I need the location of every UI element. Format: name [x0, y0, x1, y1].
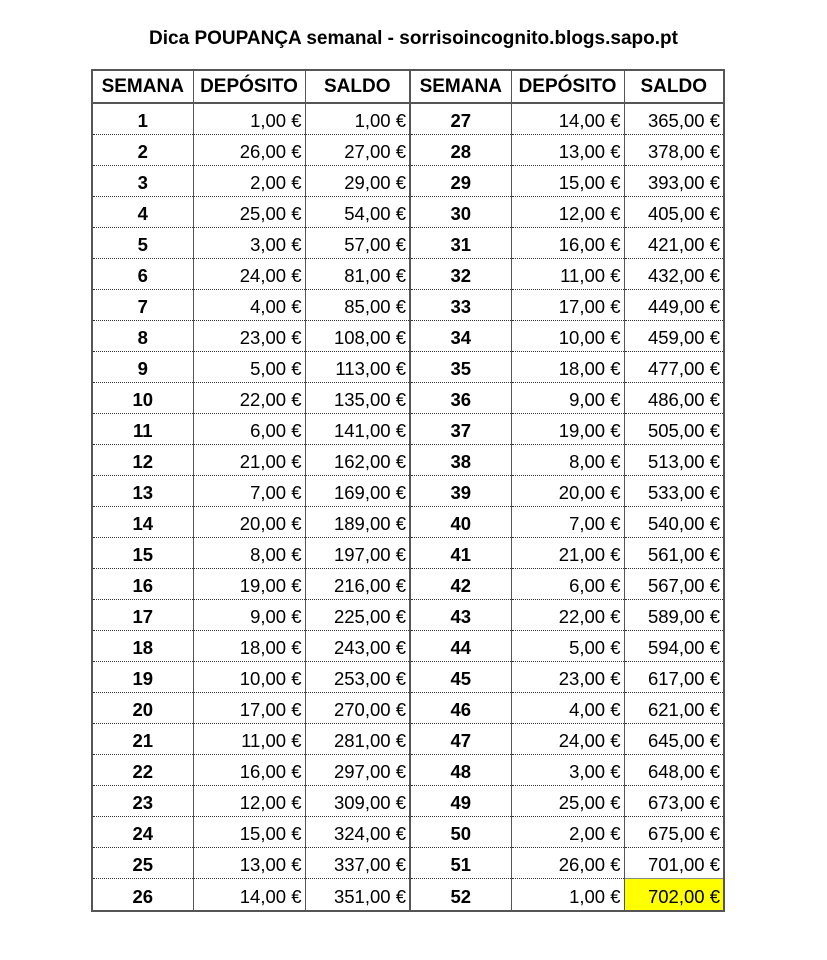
deposit-cell: 3,00 € [511, 755, 624, 786]
deposit-cell: 21,00 € [193, 445, 305, 476]
final-balance-cell: 702,00 € [624, 879, 724, 912]
table-row [92, 383, 724, 414]
table-row [92, 693, 724, 724]
balance-cell: 54,00 € [305, 197, 410, 228]
deposit-cell: 23,00 € [193, 321, 305, 352]
week-cell: 14 [92, 507, 193, 538]
deposit-cell: 19,00 € [193, 569, 305, 600]
balance-cell: 533,00 € [624, 476, 724, 507]
header-row [92, 70, 724, 103]
balance-cell: 645,00 € [624, 724, 724, 755]
deposit-cell: 19,00 € [511, 414, 624, 445]
week-cell: 51 [410, 848, 511, 879]
week-cell: 41 [410, 538, 511, 569]
week-cell: 1 [92, 103, 193, 135]
table-row [92, 445, 724, 476]
balance-cell: 243,00 € [305, 631, 410, 662]
header-deposito: DEPÓSITO [193, 70, 305, 103]
week-cell: 22 [92, 755, 193, 786]
week-cell: 43 [410, 600, 511, 631]
week-cell: 30 [410, 197, 511, 228]
balance-cell: 29,00 € [305, 166, 410, 197]
table-row [92, 507, 724, 538]
deposit-cell: 11,00 € [193, 724, 305, 755]
table-row [92, 848, 724, 879]
balance-cell: 621,00 € [624, 693, 724, 724]
table-row [92, 569, 724, 600]
week-cell: 11 [92, 414, 193, 445]
deposit-cell: 24,00 € [193, 259, 305, 290]
table-row [92, 476, 724, 507]
balance-cell: 337,00 € [305, 848, 410, 879]
table-row [92, 724, 724, 755]
balance-cell: 648,00 € [624, 755, 724, 786]
balance-cell: 1,00 € [305, 103, 410, 135]
balance-cell: 57,00 € [305, 228, 410, 259]
deposit-cell: 2,00 € [193, 166, 305, 197]
table-row [92, 600, 724, 631]
week-cell: 7 [92, 290, 193, 321]
balance-cell: 253,00 € [305, 662, 410, 693]
deposit-cell: 13,00 € [511, 135, 624, 166]
balance-cell: 351,00 € [305, 879, 410, 912]
balance-cell: 561,00 € [624, 538, 724, 569]
week-cell: 3 [92, 166, 193, 197]
week-cell: 5 [92, 228, 193, 259]
week-cell: 20 [92, 693, 193, 724]
week-cell: 34 [410, 321, 511, 352]
balance-cell: 281,00 € [305, 724, 410, 755]
table-row [92, 228, 724, 259]
deposit-cell: 18,00 € [511, 352, 624, 383]
balance-cell: 324,00 € [305, 817, 410, 848]
week-cell: 25 [92, 848, 193, 879]
deposit-cell: 16,00 € [193, 755, 305, 786]
balance-cell: 365,00 € [624, 103, 724, 135]
table-row [92, 755, 724, 786]
table-row [92, 414, 724, 445]
week-cell: 2 [92, 135, 193, 166]
week-cell: 36 [410, 383, 511, 414]
week-cell: 45 [410, 662, 511, 693]
table-row [92, 135, 724, 166]
deposit-cell: 8,00 € [193, 538, 305, 569]
balance-cell: 85,00 € [305, 290, 410, 321]
week-cell: 40 [410, 507, 511, 538]
table-row [92, 352, 724, 383]
week-cell: 37 [410, 414, 511, 445]
balance-cell: 189,00 € [305, 507, 410, 538]
balance-cell: 113,00 € [305, 352, 410, 383]
balance-cell: 27,00 € [305, 135, 410, 166]
balance-cell: 617,00 € [624, 662, 724, 693]
deposit-cell: 7,00 € [511, 507, 624, 538]
deposit-cell: 12,00 € [511, 197, 624, 228]
deposit-cell: 13,00 € [193, 848, 305, 879]
deposit-cell: 26,00 € [193, 135, 305, 166]
week-cell: 26 [92, 879, 193, 912]
week-cell: 19 [92, 662, 193, 693]
week-cell: 49 [410, 786, 511, 817]
table-row [92, 538, 724, 569]
deposit-cell: 18,00 € [193, 631, 305, 662]
balance-cell: 141,00 € [305, 414, 410, 445]
deposit-cell: 26,00 € [511, 848, 624, 879]
week-cell: 6 [92, 259, 193, 290]
balance-cell: 135,00 € [305, 383, 410, 414]
header-semana: SEMANA [92, 70, 193, 103]
balance-cell: 169,00 € [305, 476, 410, 507]
header-saldo: SALDO [305, 70, 410, 103]
week-cell: 21 [92, 724, 193, 755]
week-cell: 27 [410, 103, 511, 135]
table-row [92, 817, 724, 848]
week-cell: 42 [410, 569, 511, 600]
table-row [92, 103, 724, 135]
week-cell: 15 [92, 538, 193, 569]
balance-cell: 486,00 € [624, 383, 724, 414]
week-cell: 12 [92, 445, 193, 476]
deposit-cell: 9,00 € [511, 383, 624, 414]
balance-cell: 309,00 € [305, 786, 410, 817]
deposit-cell: 8,00 € [511, 445, 624, 476]
balance-cell: 459,00 € [624, 321, 724, 352]
page-title: Dica POUPANÇA semanal - sorrisoincognito.blogs.sapo.pt [149, 28, 678, 49]
balance-cell: 378,00 € [624, 135, 724, 166]
deposit-cell: 10,00 € [511, 321, 624, 352]
deposit-cell: 23,00 € [511, 662, 624, 693]
table-row [92, 197, 724, 228]
week-cell: 31 [410, 228, 511, 259]
week-cell: 18 [92, 631, 193, 662]
deposit-cell: 6,00 € [511, 569, 624, 600]
deposit-cell: 7,00 € [193, 476, 305, 507]
week-cell: 39 [410, 476, 511, 507]
savings-table [91, 69, 725, 912]
week-cell: 46 [410, 693, 511, 724]
week-cell: 50 [410, 817, 511, 848]
week-cell: 33 [410, 290, 511, 321]
deposit-cell: 4,00 € [193, 290, 305, 321]
balance-cell: 225,00 € [305, 600, 410, 631]
week-cell: 17 [92, 600, 193, 631]
deposit-cell: 6,00 € [193, 414, 305, 445]
balance-cell: 393,00 € [624, 166, 724, 197]
header-semana: SEMANA [410, 70, 511, 103]
deposit-cell: 11,00 € [511, 259, 624, 290]
deposit-cell: 22,00 € [511, 600, 624, 631]
deposit-cell: 24,00 € [511, 724, 624, 755]
week-cell: 48 [410, 755, 511, 786]
week-cell: 24 [92, 817, 193, 848]
deposit-cell: 4,00 € [511, 693, 624, 724]
week-cell: 32 [410, 259, 511, 290]
balance-cell: 505,00 € [624, 414, 724, 445]
deposit-cell: 1,00 € [511, 879, 624, 912]
balance-cell: 701,00 € [624, 848, 724, 879]
balance-cell: 405,00 € [624, 197, 724, 228]
table-body [92, 103, 724, 911]
deposit-cell: 15,00 € [193, 817, 305, 848]
header-deposito: DEPÓSITO [511, 70, 624, 103]
balance-cell: 589,00 € [624, 600, 724, 631]
week-cell: 44 [410, 631, 511, 662]
balance-cell: 81,00 € [305, 259, 410, 290]
balance-cell: 297,00 € [305, 755, 410, 786]
balance-cell: 449,00 € [624, 290, 724, 321]
balance-cell: 513,00 € [624, 445, 724, 476]
balance-cell: 421,00 € [624, 228, 724, 259]
table-row [92, 662, 724, 693]
balance-cell: 675,00 € [624, 817, 724, 848]
balance-cell: 567,00 € [624, 569, 724, 600]
week-cell: 16 [92, 569, 193, 600]
deposit-cell: 25,00 € [511, 786, 624, 817]
week-cell: 35 [410, 352, 511, 383]
week-cell: 28 [410, 135, 511, 166]
deposit-cell: 22,00 € [193, 383, 305, 414]
deposit-cell: 20,00 € [193, 507, 305, 538]
deposit-cell: 9,00 € [193, 600, 305, 631]
table-row [92, 631, 724, 662]
deposit-cell: 21,00 € [511, 538, 624, 569]
week-cell: 10 [92, 383, 193, 414]
deposit-cell: 16,00 € [511, 228, 624, 259]
table-row [92, 259, 724, 290]
table-row [92, 786, 724, 817]
balance-cell: 162,00 € [305, 445, 410, 476]
deposit-cell: 3,00 € [193, 228, 305, 259]
deposit-cell: 15,00 € [511, 166, 624, 197]
deposit-cell: 17,00 € [193, 693, 305, 724]
balance-cell: 197,00 € [305, 538, 410, 569]
deposit-cell: 17,00 € [511, 290, 624, 321]
balance-cell: 432,00 € [624, 259, 724, 290]
deposit-cell: 20,00 € [511, 476, 624, 507]
balance-cell: 540,00 € [624, 507, 724, 538]
balance-cell: 594,00 € [624, 631, 724, 662]
deposit-cell: 12,00 € [193, 786, 305, 817]
deposit-cell: 14,00 € [193, 879, 305, 912]
balance-cell: 673,00 € [624, 786, 724, 817]
week-cell: 13 [92, 476, 193, 507]
week-cell: 38 [410, 445, 511, 476]
deposit-cell: 14,00 € [511, 103, 624, 135]
week-cell: 23 [92, 786, 193, 817]
deposit-cell: 5,00 € [511, 631, 624, 662]
week-cell: 9 [92, 352, 193, 383]
balance-cell: 108,00 € [305, 321, 410, 352]
balance-cell: 216,00 € [305, 569, 410, 600]
table-row [92, 166, 724, 197]
balance-cell: 270,00 € [305, 693, 410, 724]
table-row [92, 290, 724, 321]
week-cell: 29 [410, 166, 511, 197]
table-row [92, 321, 724, 352]
deposit-cell: 1,00 € [193, 103, 305, 135]
week-cell: 8 [92, 321, 193, 352]
deposit-cell: 25,00 € [193, 197, 305, 228]
balance-cell: 477,00 € [624, 352, 724, 383]
week-cell: 4 [92, 197, 193, 228]
deposit-cell: 2,00 € [511, 817, 624, 848]
deposit-cell: 5,00 € [193, 352, 305, 383]
week-cell: 47 [410, 724, 511, 755]
deposit-cell: 10,00 € [193, 662, 305, 693]
week-cell: 52 [410, 879, 511, 912]
header-saldo: SALDO [624, 70, 724, 103]
table-row [92, 879, 724, 912]
